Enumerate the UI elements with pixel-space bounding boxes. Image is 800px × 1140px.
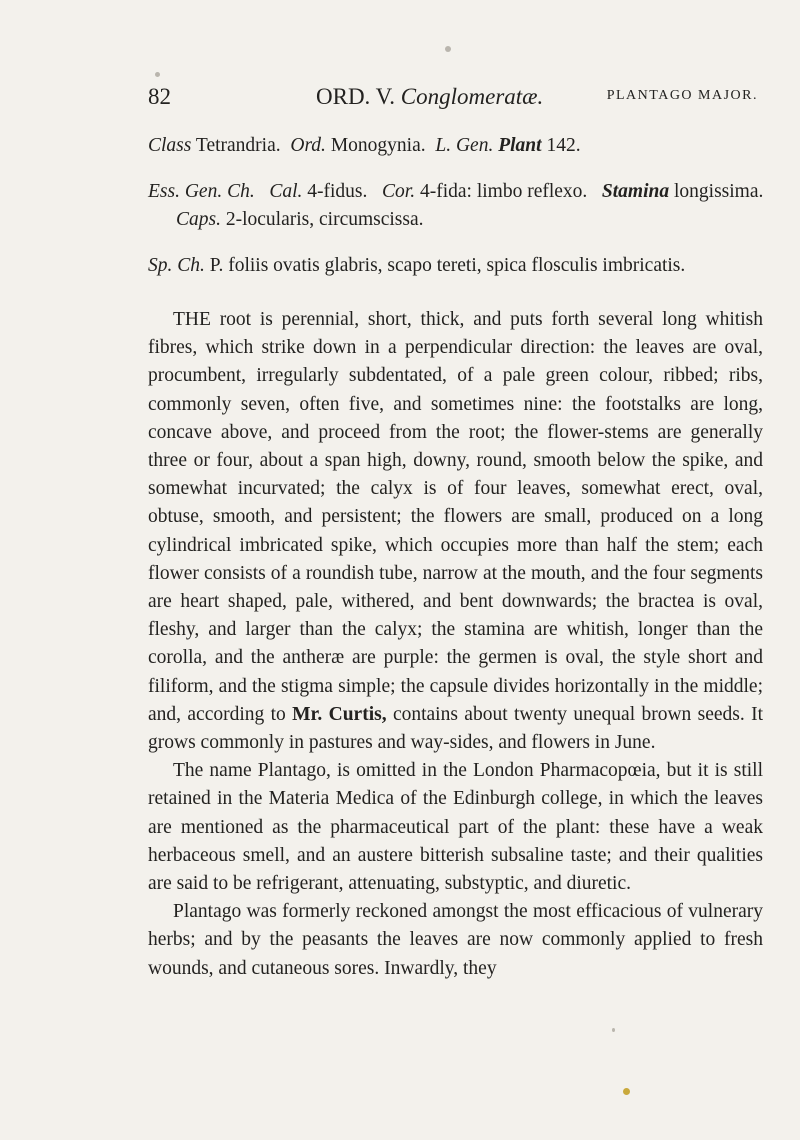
paragraph-2: The name Plantago, is omitted in the London Pharmacopœia, but it is still retained in the Materia Medica of the Edinburgh college, in which the leaves are mentioned as the pharmaceutical part of the plant: these have a weak herbaceous smell, and an austere bitterish subsaline taste; and their qualities are said to be refrigerant, attenuating, substyptic, and diuretic.: [148, 760, 763, 895]
paper-speck: [623, 1088, 630, 1095]
specific-character: [148, 252, 763, 280]
order-heading: [316, 84, 543, 110]
description-text: [148, 306, 763, 983]
caps-label: Caps.: [176, 209, 221, 230]
cal-label: Cal.: [269, 181, 303, 202]
class-label: Class: [148, 135, 192, 156]
cor-label: Cor.: [382, 181, 416, 202]
paper-speck: [155, 72, 160, 77]
ess-gen-label: Ess. Gen. Ch.: [148, 181, 255, 202]
paragraph-3: Plantago was formerly reckoned amongst the most efficacious of vulnerary herbs; and by the peasants the leaves are now commonly applied to fresh wounds, and cutaneous sores. Inwardly, they: [148, 901, 763, 979]
paper-speck: [612, 1028, 615, 1032]
cal-value: 4-fidus.: [307, 181, 368, 202]
ord-value: Monogynia.: [330, 135, 426, 156]
gen-label: Gen.: [455, 135, 494, 156]
class-value: Tetrandria.: [195, 135, 281, 156]
order-prefix: ORD. V.: [316, 84, 396, 109]
mr-curtis: Mr. Curtis,: [292, 703, 387, 725]
plant-number: 142.: [546, 135, 581, 156]
stamina-label: Stamina: [601, 181, 670, 202]
stamina-value: longissima.: [674, 181, 764, 202]
page-number: 82: [148, 84, 171, 109]
paragraph-1: [148, 306, 763, 757]
sp-ch-text: P. foliis ovatis glabris, scapo tereti, spica flosculis imbricatis.: [209, 255, 686, 276]
paragraph-1-a: THE root is perennial, short, thick, and puts forth several long whitish fibres, which strike down in a perpendicular direction: the leaves are oval, procumbent, irregularly subdentated, of a pale green colour, ribbed; ribs, commonly seven, often five, and sometimes nine: the footstalks are long, concave above, and proceed from the root; the flower-stems are generally three or four, about a span high, downy, round, smooth below the spike, and somewhat incurvated; the calyx is of four leaves, somewhat erect, oval, obtuse, smooth, and persistent; the flowers are small, produced on a long cylindrical imbricated spike, which occupies more than half the stem; each flower consists of a roundish tube, narrow at the mouth, and the four segments are heart shaped, pale, withered, and bent downwards; the bractea is oval, fleshy, and larger than the calyx; the stamina are whitish, longer than the corolla, and the antheræ are purple: the germen is oval, the style short and filiform, and the stigma simple; the capsule divides horizontally in the middle; and, according to: [148, 309, 763, 725]
cor-value: 4-fida: limbo reflexo.: [419, 181, 588, 202]
generic-character: [148, 178, 791, 234]
caps-value: 2-locularis, circumscissa.: [225, 209, 424, 230]
paragraph-1-b: contains about twenty unequal brown seeds. It grows commonly in pastures and way-sides, and flowers in June.: [148, 703, 764, 754]
classification-line: [148, 132, 763, 160]
order-name: Conglomeratæ.: [400, 84, 544, 109]
l-label: L.: [435, 135, 452, 156]
ord-label: Ord.: [290, 135, 326, 156]
sp-ch-label: Sp. Ch.: [148, 255, 205, 276]
paper-speck: [445, 46, 451, 52]
running-title: PLANTAGO MAJOR.: [606, 88, 758, 103]
page-header: [148, 76, 758, 116]
plant-label: Plant: [498, 135, 542, 156]
